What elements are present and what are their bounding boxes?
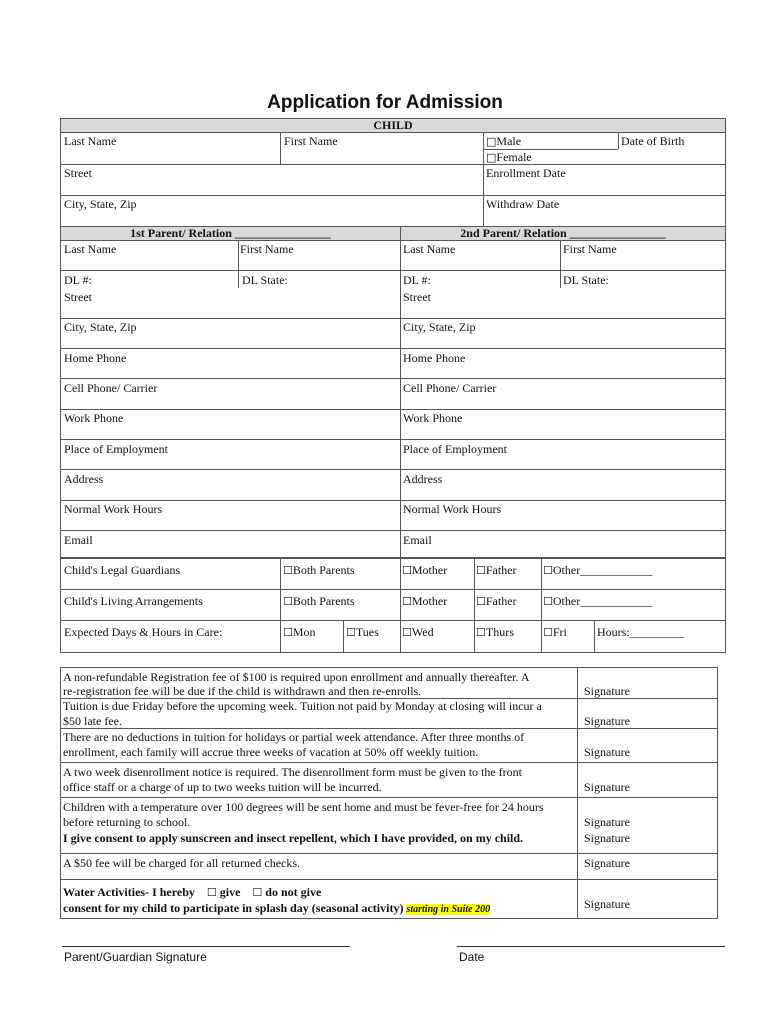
p1-dl-state-field[interactable]: DL State: — [242, 273, 288, 287]
sunscreen-signature-field[interactable]: Signature — [584, 831, 630, 845]
p1-street-field[interactable]: Street — [64, 290, 92, 304]
withdraw-date-field[interactable]: Withdraw Date — [486, 197, 560, 211]
p2-street-field[interactable]: Street — [403, 290, 431, 304]
p2-first-name-field[interactable]: First Name — [563, 242, 617, 256]
policy-deductions-text: enrollment, each family will accrue three weeks of vacation at 50% off weekly tuition. — [63, 745, 479, 759]
legal-guardians-label: Child's Legal Guardians — [64, 563, 181, 577]
p2-work-phone-field[interactable]: Work Phone — [403, 411, 463, 425]
policy-sunscreen-text: I give consent to apply sunscreen and insect repellent, which I have provided, on my child. — [63, 831, 524, 845]
p2-employment-field[interactable]: Place of Employment — [403, 442, 507, 456]
registration-signature-field[interactable]: Signature — [584, 684, 630, 698]
checkbox-icon: ☐ — [476, 595, 486, 608]
disenrollment-signature-field[interactable]: Signature — [584, 780, 630, 794]
page-title: Application for Admission — [267, 92, 503, 113]
checkbox-icon: ☐ — [283, 564, 293, 577]
water-activities-text: Water Activities- I hereby ☐ give ☐ do not give — [63, 885, 322, 899]
thurs-checkbox[interactable]: ☐Thurs — [476, 625, 514, 639]
suite-highlight: starting in Suite 200 — [406, 904, 491, 915]
checkbox-icon: □ — [486, 135, 497, 148]
p1-work-phone-field[interactable]: Work Phone — [64, 411, 124, 425]
p1-first-name-field[interactable]: First Name — [240, 242, 294, 256]
policy-registration-text: A non-refundable Registration fee of $100 is required upon enrollment and annually thereafter. A — [63, 670, 530, 684]
policy-registration-text: re-registration fee will be due if the child is withdrawn and then re-enrolls. — [63, 684, 422, 698]
living-father-checkbox[interactable]: ☐Father — [476, 594, 517, 608]
date-of-birth-field[interactable]: Date of Birth — [621, 134, 685, 148]
p2-email-field[interactable]: Email — [403, 533, 432, 547]
living-both-parents-checkbox[interactable]: ☐Both Parents — [283, 594, 355, 608]
p2-dl-state-field[interactable]: DL State: — [563, 273, 609, 287]
p1-address-field[interactable]: Address — [64, 472, 104, 486]
hours-field[interactable]: Hours:_________ — [597, 625, 684, 639]
date-label: Date — [459, 950, 485, 964]
fri-checkbox[interactable]: ☐Fri — [543, 625, 567, 639]
fever-signature-field[interactable]: Signature — [584, 815, 630, 829]
p1-work-hours-field[interactable]: Normal Work Hours — [64, 502, 163, 516]
checkbox-icon: ☐ — [283, 595, 293, 608]
p1-city-field[interactable]: City, State, Zip — [64, 320, 137, 334]
policy-tuition-text: $50 late fee. — [63, 714, 122, 728]
living-other-checkbox[interactable]: ☐Other____________ — [543, 594, 653, 608]
policy-disenrollment-text: A two week disenrollment notice is required. The disenrollment form must be given to the front — [63, 765, 523, 779]
p2-address-field[interactable]: Address — [403, 472, 443, 486]
parent1-header: 1st Parent/ Relation ________________ — [60, 226, 401, 241]
checkbox-icon: ☐ — [402, 564, 412, 577]
water-signature-field[interactable]: Signature — [584, 897, 630, 911]
checkbox-icon: ☐ — [543, 595, 553, 608]
legal-father-checkbox[interactable]: ☐Father — [476, 563, 517, 577]
child-last-name-field[interactable]: Last Name — [64, 134, 117, 148]
wed-checkbox[interactable]: ☐Wed — [402, 625, 434, 639]
p2-city-field[interactable]: City, State, Zip — [403, 320, 476, 334]
checkbox-icon: ☐ — [402, 626, 412, 639]
p1-home-phone-field[interactable]: Home Phone — [64, 351, 127, 365]
checkbox-icon: ☐ — [476, 564, 486, 577]
enrollment-date-field[interactable]: Enrollment Date — [486, 166, 566, 180]
checkbox-icon: ☐ — [476, 626, 486, 639]
living-arrangements-label: Child's Living Arrangements — [64, 594, 203, 608]
mon-checkbox[interactable]: ☐Mon — [283, 625, 316, 639]
tuition-signature-field[interactable]: Signature — [584, 714, 630, 728]
p2-home-phone-field[interactable]: Home Phone — [403, 351, 466, 365]
returned-checks-signature-field[interactable]: Signature — [584, 856, 630, 870]
checkbox-icon: ☐ — [402, 595, 412, 608]
policy-fever-text: Children with a temperature over 100 degrees will be sent home and must be fever-free for 24 hours — [63, 800, 544, 814]
checkbox-icon: ☐ — [543, 626, 553, 639]
date-line[interactable] — [457, 946, 725, 947]
checkbox-icon: ☐ — [346, 626, 356, 639]
legal-other-checkbox[interactable]: ☐Other____________ — [543, 563, 653, 577]
p2-last-name-field[interactable]: Last Name — [403, 242, 456, 256]
legal-both-parents-checkbox[interactable]: ☐Both Parents — [283, 563, 355, 577]
child-first-name-field[interactable]: First Name — [284, 134, 338, 148]
p2-work-hours-field[interactable]: Normal Work Hours — [403, 502, 502, 516]
child-street-field[interactable]: Street — [64, 166, 92, 180]
policy-tuition-text: Tuition is due Friday before the upcoming week. Tuition not paid by Monday at closing will incur a — [63, 699, 542, 713]
p2-cell-phone-field[interactable]: Cell Phone/ Carrier — [403, 381, 497, 395]
checkbox-icon: ☐ — [283, 626, 293, 639]
policy-returned-checks-text: A $50 fee will be charged for all returned checks. — [63, 856, 301, 870]
policy-deductions-text: There are no deductions in tuition for holidays or partial week attendance. After three months of — [63, 730, 525, 744]
p1-dl-field[interactable]: DL #: — [64, 273, 92, 287]
tues-checkbox[interactable]: ☐Tues — [346, 625, 379, 639]
p1-cell-phone-field[interactable]: Cell Phone/ Carrier — [64, 381, 158, 395]
p2-dl-field[interactable]: DL #: — [403, 273, 431, 287]
deductions-signature-field[interactable]: Signature — [584, 745, 630, 759]
child-header: CHILD — [60, 118, 726, 133]
male-checkbox[interactable]: □Male — [486, 134, 522, 148]
parent2-header: 2nd Parent/ Relation ________________ — [400, 226, 726, 241]
give-checkbox-icon[interactable]: ☐ — [206, 886, 217, 899]
living-mother-checkbox[interactable]: ☐Mother — [402, 594, 448, 608]
policy-disenrollment-text: office staff or a charge of up to two weeks tuition will be incurred. — [63, 780, 382, 794]
expected-days-label: Expected Days & Hours in Care: — [64, 625, 223, 639]
water-consent-text: consent for my child to participate in splash day (seasonal activity) starting in Suite 200 — [63, 901, 491, 915]
p1-last-name-field[interactable]: Last Name — [64, 242, 117, 256]
parent-signature-label: Parent/Guardian Signature — [64, 950, 207, 964]
checkbox-icon: □ — [486, 151, 497, 164]
legal-mother-checkbox[interactable]: ☐Mother — [402, 563, 448, 577]
female-checkbox[interactable]: □Female — [486, 150, 532, 164]
policy-fever-text: before returning to school. — [63, 815, 191, 829]
p1-employment-field[interactable]: Place of Employment — [64, 442, 168, 456]
parent-signature-line[interactable] — [62, 946, 350, 947]
child-city-field[interactable]: City, State, Zip — [64, 197, 137, 211]
checkbox-icon: ☐ — [543, 564, 553, 577]
do-not-give-checkbox-icon[interactable]: ☐ — [252, 886, 263, 899]
p1-email-field[interactable]: Email — [64, 533, 93, 547]
